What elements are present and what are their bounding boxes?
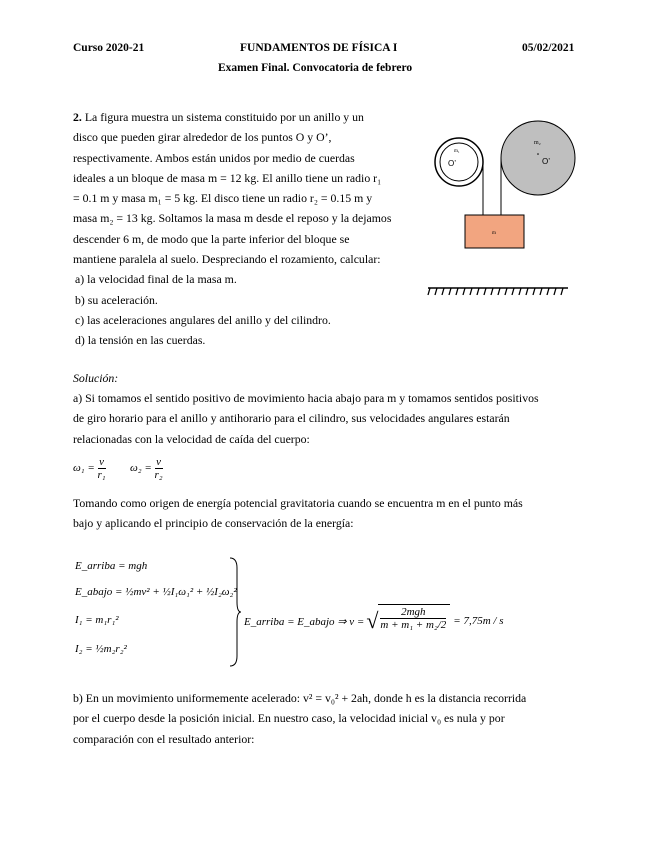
problem-item-d: d) la tensión en las cuerdas. [75, 333, 206, 348]
pulley-figure [420, 118, 585, 300]
problem-number: 2. [73, 110, 82, 124]
exam-subtitle: Examen Final. Convocatoria de febrero [218, 62, 413, 74]
exam-title: FUNDAMENTOS DE FÍSICA I [240, 42, 398, 54]
energy-line-1: Tomando como origen de energía potencial gravitatoria cuando se encuentra m en el punto más [73, 496, 523, 510]
disc [501, 121, 575, 195]
course-label: Curso 2020-21 [73, 42, 145, 54]
solution-heading: Solución: [73, 371, 119, 385]
eq-e-abajo: E_abajo = ½mv² + ½I₁ω₁² + ½I₂ω₂² [75, 586, 237, 598]
disc-center-label: O’ [542, 157, 550, 166]
solution-a-line-3: relacionadas con la velocidad de caída del cuerpo: [73, 431, 310, 446]
velocity-result [244, 604, 504, 638]
problem-item-b: b) su aceleración. [75, 292, 158, 307]
velocity-lhs: E_arriba = E_abajo ⇒ v = [244, 615, 365, 628]
problem-statement [73, 107, 418, 351]
problem-line-4: ideales a un bloque de masa m = 12 kg. El anillo tiene un radio r₁ [73, 170, 382, 185]
problem-line-3: respectivamente. Ambos están unidos por medio de cuerdas [73, 150, 355, 165]
solution-a-line-2: de giro horario para el anillo y antihorario para el cilindro, sus velocidades angulares estarán [73, 411, 510, 426]
ring-mass-label: m₁ [454, 149, 460, 154]
energy-line-2: bajo y aplicando el principio de conservación de la energía: [73, 516, 354, 531]
disc-mass-label: m₂ [534, 140, 541, 146]
eq-i2: I₂ = ½m₂r₂² [75, 643, 127, 655]
solution-part-b [73, 688, 583, 749]
problem-item-c: c) las aceleraciones angulares del anillo y del cilindro. [75, 312, 331, 327]
sqrt-sign: √ [366, 608, 379, 633]
sqrt-fraction: $\frac{\text{2mgh}}{\text{m + m₁ + m₂/2}}$ [378, 604, 450, 638]
omega2-equation: ω₂ = $\frac{v}{\text{r₂}}$ [130, 456, 163, 481]
problem-line-2: disco que pueden girar alrededor de los puntos O y O’, [73, 130, 332, 145]
eq-i1: I₁ = m₁r₁² [75, 614, 119, 626]
energy-intro [73, 493, 583, 534]
ground-hatching [428, 288, 563, 295]
problem-line-7: descender 6 m, de modo que la parte inferior del bloque se [73, 231, 350, 246]
problem-line-6: masa m₂ = 13 kg. Soltamos la masa m desde el reposo y la dejamos [73, 211, 392, 226]
solution-b-line-2: por el cuerpo desde la posición inicial. En nuestro caso, la velocidad inicial v₀ es nula y por [73, 711, 505, 726]
exam-date: 05/02/2021 [522, 42, 575, 54]
block-label: m [492, 231, 496, 236]
problem-line-8: mantiene paralela al suelo. Despreciando el rozamiento, calcular: [73, 252, 381, 267]
equation-brace [228, 556, 242, 668]
solution-a-line-1: a) Si tomamos el sentido positivo de movimiento hacia abajo para m y tomamos sentidos positivos [73, 391, 539, 405]
velocity-value: = 7,75m / s [453, 615, 504, 627]
problem-line-1: 2. La figura muestra un sistema constituido por un anillo y un [73, 110, 364, 124]
solution-b-line-3: comparación con el resultado anterior: [73, 731, 255, 746]
disc-center-dot [537, 153, 539, 155]
omega1-equation: ω₁ = $\frac{v}{\text{r₁}}$ [73, 456, 106, 481]
ring-center-label: O’ [448, 159, 456, 168]
solution-b-line-1: b) En un movimiento uniformemente acelerado: v² = v₀² + 2ah, donde h es la distancia recorrida [73, 691, 527, 705]
solution-part-a [73, 388, 583, 449]
sqrt-expression [366, 604, 450, 638]
problem-item-a: a) la velocidad final de la masa m. [75, 272, 237, 287]
problem-line-5: = 0.1 m y masa m₁ = 5 kg. El disco tiene un radio r₂ = 0.15 m y [73, 191, 373, 206]
eq-e-arriba: E_arriba = mgh [75, 560, 148, 572]
